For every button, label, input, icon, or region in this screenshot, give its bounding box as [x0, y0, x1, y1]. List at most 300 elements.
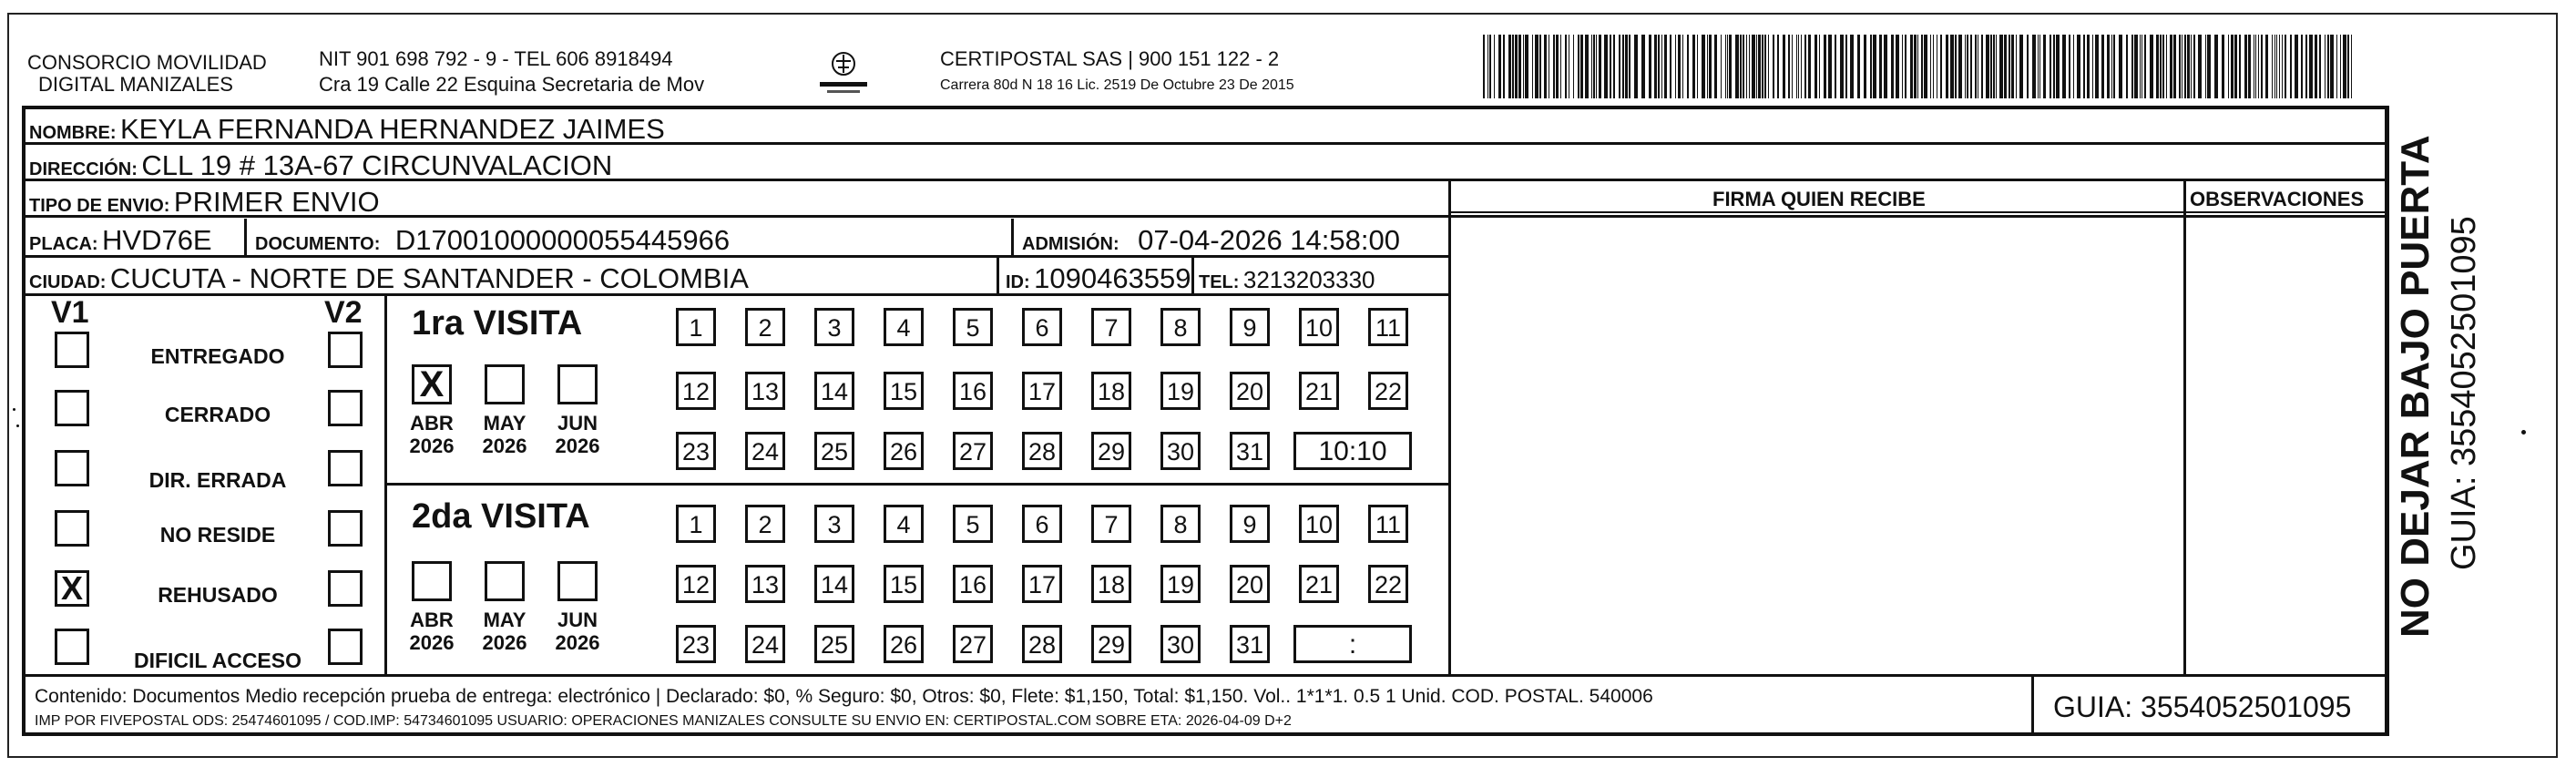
barcode-bar — [1664, 35, 1667, 98]
visit1-day-box[interactable]: 17 — [1022, 372, 1062, 410]
barcode-bar — [1483, 35, 1485, 98]
barcode-bar — [2282, 35, 2283, 98]
barcode-bar — [2111, 35, 2112, 98]
barcode-bar — [2285, 35, 2286, 98]
barcode-bar — [1512, 35, 1514, 98]
barcode-bar — [2166, 35, 2167, 98]
visit1-day-box[interactable]: 23 — [676, 432, 716, 470]
barcode-bar — [1773, 35, 1774, 98]
company-line1: CONSORCIO MOVILIDAD — [27, 51, 267, 74]
barcode-bar — [1498, 35, 1501, 98]
visit2-month-year: 2026 — [409, 631, 455, 655]
visit1-day-box[interactable]: 16 — [953, 372, 993, 410]
barcode-bar — [2309, 35, 2313, 98]
barcode-bar — [1727, 35, 1728, 98]
barcode-bar — [2004, 35, 2007, 98]
barcode-bar — [1975, 35, 1977, 98]
barcode-bar — [1707, 35, 1708, 98]
visit2-day-box[interactable]: 20 — [1230, 565, 1270, 603]
courier-logo-icon — [814, 46, 873, 98]
barcode-bar — [2113, 35, 2115, 98]
barcode-bar — [1641, 35, 1645, 98]
barcode-bar — [2305, 35, 2307, 98]
visit2-day-box[interactable]: 29 — [1091, 625, 1131, 663]
barcode-bar — [1556, 35, 1559, 98]
recipient-address: CLL 19 # 13A-67 CIRCUNVALACION — [141, 149, 613, 181]
barcode-bar — [1879, 35, 1882, 98]
plate-value: HVD76E — [102, 224, 212, 256]
v1-label: V1 — [51, 295, 89, 330]
barcode-bar — [2258, 35, 2259, 98]
barcode-bar — [2043, 35, 2046, 98]
barcode-bar — [1675, 35, 1676, 98]
barcode-bar — [1489, 35, 1491, 98]
col-divider — [2031, 676, 2034, 736]
barcode-bar — [2330, 35, 2334, 98]
barcode-bar — [2234, 35, 2237, 98]
barcode-bar — [1788, 35, 1790, 98]
plate-label: PLACA: — [29, 234, 98, 254]
barcode-bar — [2126, 35, 2128, 98]
barcode-bar — [2107, 35, 2110, 98]
status-v2-checkbox[interactable] — [328, 570, 363, 607]
barcode-bar — [1525, 35, 1528, 98]
barcode-bar — [1740, 35, 1742, 98]
visit2-month-checkbox[interactable] — [485, 561, 525, 601]
barcode-bar — [2207, 35, 2211, 98]
barcode-bar — [1946, 35, 1948, 98]
admission-value: 07-04-2026 14:58:00 — [1138, 224, 1400, 256]
barcode-bar — [1801, 35, 1802, 98]
visit1-month-year: 2026 — [409, 435, 455, 458]
barcode-bar — [1743, 35, 1744, 98]
plate-cell — [29, 226, 212, 254]
visit2-day-box[interactable]: 18 — [1091, 565, 1131, 603]
barcode-bar — [1687, 35, 1689, 98]
visit1-month-label — [402, 412, 462, 458]
barcode-bar — [2053, 35, 2055, 98]
barcode-bar — [2319, 35, 2321, 98]
barcode — [1483, 35, 2357, 98]
barcode-bar — [1924, 35, 1927, 98]
visit2-day-box[interactable]: 5 — [953, 505, 993, 543]
barcode-bar — [1585, 35, 1589, 98]
barcode-bar — [2248, 35, 2251, 98]
barcode-bar — [1993, 35, 1995, 98]
visit1-day-box[interactable]: 7 — [1091, 308, 1131, 346]
document-label: DOCUMENTO: — [255, 234, 381, 254]
barcode-bar — [2073, 35, 2074, 98]
barcode-bar — [2239, 35, 2241, 98]
barcode-bar — [1682, 35, 1683, 98]
visit2-month-name: ABR — [410, 608, 454, 631]
visit1-day-box[interactable]: 8 — [1160, 308, 1201, 346]
visit-divider — [384, 483, 1450, 486]
visit1-month-name: ABR — [410, 412, 454, 435]
city-label: CIUDAD: — [29, 272, 107, 292]
barcode-bar — [1958, 35, 1962, 98]
barcode-bar — [2134, 35, 2138, 98]
visit1-month-checkbox[interactable]: X — [412, 364, 452, 404]
visit2-day-box[interactable]: 9 — [1230, 505, 1270, 543]
barcode-bar — [1565, 35, 1567, 98]
tel-label: TEL: — [1199, 272, 1240, 292]
barcode-bar — [2315, 35, 2317, 98]
col-divider — [1191, 257, 1194, 295]
visit1-day-box[interactable]: 22 — [1368, 372, 1408, 410]
barcode-bar — [1792, 35, 1793, 98]
col-divider — [997, 257, 999, 295]
barcode-bar — [2144, 35, 2146, 98]
recipient-name: KEYLA FERNANDA HERNANDEZ JAIMES — [120, 113, 665, 145]
visit2-day-box[interactable]: 17 — [1022, 565, 1062, 603]
status-v2-checkbox[interactable] — [328, 450, 363, 486]
visit1-day-box[interactable]: 27 — [953, 432, 993, 470]
status-label: REHUSADO — [158, 583, 278, 607]
id-label: ID: — [1006, 272, 1030, 292]
barcode-bar — [1814, 35, 1817, 98]
barcode-bar — [1622, 35, 1624, 98]
barcode-bar — [1515, 35, 1518, 98]
visit1-day-box[interactable]: 2 — [745, 308, 785, 346]
barcode-bar — [2027, 35, 2029, 98]
visit1-day-box[interactable]: 13 — [745, 372, 785, 410]
barcode-bar — [2009, 35, 2010, 98]
side-guide: GUIA: 3554052501095 — [2445, 216, 2483, 570]
barcode-bar — [1539, 35, 1541, 98]
barcode-bar — [1654, 35, 1657, 98]
barcode-bar — [2343, 35, 2346, 98]
barcode-bar — [2244, 35, 2247, 98]
barcode-bar — [1933, 35, 1934, 98]
barcode-bar — [1508, 35, 1511, 98]
visit2-day-box[interactable]: 27 — [953, 625, 993, 663]
barcode-bar — [2039, 35, 2040, 98]
visit2-month-checkbox[interactable] — [557, 561, 598, 601]
barcode-bar — [1649, 35, 1651, 98]
barcode-bar — [2038, 35, 2039, 98]
visit2-day-box[interactable]: 23 — [676, 625, 716, 663]
visit2-day-box[interactable]: 14 — [814, 565, 854, 603]
barcode-bar — [1544, 35, 1547, 98]
barcode-bar — [1758, 35, 1761, 98]
id-value: 1090463559 — [1034, 262, 1191, 294]
status-v1-checkbox[interactable] — [55, 510, 89, 547]
col-divider — [2183, 180, 2186, 674]
barcode-bar — [2156, 35, 2159, 98]
visit2-day-box[interactable]: 30 — [1160, 625, 1201, 663]
visit1-day-box[interactable]: 12 — [676, 372, 716, 410]
type-label: TIPO DE ENVIO: — [29, 196, 170, 216]
status-v1-checkbox[interactable] — [55, 629, 89, 665]
barcode-bar — [1697, 35, 1698, 98]
barcode-bar — [1762, 35, 1763, 98]
barcode-bar — [2019, 35, 2023, 98]
barcode-bar — [2011, 35, 2014, 98]
visit2-day-box[interactable]: 19 — [1160, 565, 1201, 603]
barcode-bar — [1850, 35, 1854, 98]
barcode-bar — [1921, 35, 1923, 98]
visit1-month-checkbox[interactable] — [485, 364, 525, 404]
barcode-bar — [2340, 35, 2341, 98]
barcode-bar — [1798, 35, 1799, 98]
visit1-time-box[interactable]: 10:10 — [1293, 432, 1412, 470]
nit-line: NIT 901 698 792 - 9 - TEL 606 8918494 — [319, 47, 673, 70]
barcode-bar — [2231, 35, 2234, 98]
barcode-bar — [2347, 35, 2349, 98]
barcode-bar — [1532, 35, 1533, 98]
barcode-bar — [1735, 35, 1739, 98]
v2-label: V2 — [324, 295, 363, 330]
visit2-day-box[interactable]: 28 — [1022, 625, 1062, 663]
status-v2-checkbox[interactable] — [328, 629, 363, 665]
barcode-bar — [1824, 35, 1826, 98]
barcode-bar — [1752, 35, 1755, 98]
barcode-bar — [1768, 35, 1769, 98]
visit1-day-box[interactable]: 5 — [953, 308, 993, 346]
visit2-day-box[interactable]: 2 — [745, 505, 785, 543]
visit2-day-box[interactable]: 15 — [884, 565, 924, 603]
barcode-bar — [2016, 35, 2017, 98]
signature-header: FIRMA QUIEN RECIBE — [1712, 188, 1926, 210]
barcode-bar — [1619, 35, 1620, 98]
barcode-bar — [1593, 35, 1595, 98]
no-dejar-warning: NO DEJAR BAJO PUERTA — [2393, 135, 2438, 638]
barcode-bar — [2327, 35, 2329, 98]
barcode-bar — [2131, 35, 2133, 98]
name-label: NOMBRE: — [29, 123, 117, 143]
col-header-line — [1450, 211, 2387, 213]
barcode-bar — [2276, 35, 2277, 98]
barcode-bar — [1702, 35, 1705, 98]
visit1-day-box[interactable]: 20 — [1230, 372, 1270, 410]
barcode-bar — [1573, 35, 1574, 98]
barcode-bar — [1896, 35, 1899, 98]
visit2-day-box[interactable]: 16 — [953, 565, 993, 603]
barcode-bar — [1783, 35, 1785, 98]
visit1-day-box[interactable]: 31 — [1230, 432, 1270, 470]
visit2-day-box[interactable]: 25 — [814, 625, 854, 663]
footer-content: Contenido: Documentos Medio recepción prueba de entrega: electrónico | Declarado: $0, % Seguro: $0, Otros: $0, Flete: $1,150, Total: $1,150. Vol.. 1*1*1. 0.5 1 Unid. COD. POSTAL. 540006 — [35, 686, 1653, 707]
barcode-bar — [1599, 35, 1601, 98]
visit1-day-box[interactable]: 26 — [884, 432, 924, 470]
visit2-day-box[interactable]: 13 — [745, 565, 785, 603]
barcode-bar — [1965, 35, 1966, 98]
visit2-day-box[interactable]: 21 — [1299, 565, 1339, 603]
barcode-bar — [2179, 35, 2181, 98]
barcode-bar — [1930, 35, 1931, 98]
visit2-day-box[interactable]: 8 — [1160, 505, 1201, 543]
visit2-day-box[interactable]: 3 — [814, 505, 854, 543]
visit1-day-box[interactable]: 11 — [1368, 308, 1408, 346]
visit1-month-year: 2026 — [555, 435, 600, 458]
barcode-bar — [2056, 35, 2060, 98]
visit2-month-year: 2026 — [482, 631, 527, 655]
barcode-bar — [1902, 35, 1903, 98]
barcode-bar — [2069, 35, 2070, 98]
barcode-bar — [2083, 35, 2085, 98]
footer-imp: IMP POR FIVEPOSTAL ODS: 25474601095 / COD.IMP: 54734601095 USUARIO: OPERACIONES MANIZALES CONSULTE SU ENVIO EN: CERTIPOSTAL.COM SOBRE ETA: 2026-04-09 D+2 — [35, 713, 1292, 729]
barcode-bar — [1891, 35, 1894, 98]
visit1-day-box[interactable]: 1 — [676, 308, 716, 346]
visit1-day-box[interactable]: 15 — [884, 372, 924, 410]
barcode-bar — [2255, 35, 2256, 98]
visit2-day-box[interactable]: 4 — [884, 505, 924, 543]
status-v1-checkbox[interactable] — [55, 332, 89, 368]
barcode-bar — [2077, 35, 2080, 98]
visit1-day-box[interactable]: 10 — [1299, 308, 1339, 346]
barcode-bar — [1560, 35, 1561, 98]
barcode-bar — [1870, 35, 1872, 98]
barcode-bar — [2274, 35, 2275, 98]
barcode-bar — [2351, 35, 2352, 98]
visit1-day-box[interactable]: 6 — [1022, 308, 1062, 346]
visit2-day-box[interactable]: 12 — [676, 565, 716, 603]
barcode-bar — [1535, 35, 1538, 98]
barcode-bar — [2265, 35, 2268, 98]
barcode-bar — [1796, 35, 1797, 98]
barcode-bar — [1553, 35, 1555, 98]
barcode-bar — [1523, 35, 1524, 98]
barcode-bar — [1967, 35, 1968, 98]
barcode-bar — [2191, 35, 2192, 98]
visit2-day-box[interactable]: 22 — [1368, 565, 1408, 603]
barcode-bar — [1610, 35, 1611, 98]
barcode-bar — [1864, 35, 1866, 98]
barcode-bar — [1613, 35, 1615, 98]
barcode-bar — [1999, 35, 2003, 98]
barcode-bar — [1905, 35, 1906, 98]
margin-dot — [16, 424, 19, 427]
visit2-day-box[interactable]: 10 — [1299, 505, 1339, 543]
barcode-bar — [2184, 35, 2186, 98]
barcode-bar — [2261, 35, 2263, 98]
barcode-bar — [1990, 35, 1992, 98]
document-value: D17001000000055445966 — [394, 224, 731, 256]
visit2-day-box[interactable]: 24 — [745, 625, 785, 663]
visit2-day-box[interactable]: 11 — [1368, 505, 1408, 543]
barcode-bar — [2193, 35, 2195, 98]
status-v2-checkbox[interactable] — [328, 510, 363, 547]
barcode-bar — [1873, 35, 1876, 98]
barcode-bar — [2160, 35, 2162, 98]
visit1-day-box[interactable]: 29 — [1091, 432, 1131, 470]
city-cell — [29, 264, 749, 292]
city-value: CUCUTA - NORTE DE SANTANDER - COLOMBIA — [109, 262, 749, 294]
barcode-bar — [1714, 35, 1717, 98]
name-row — [29, 115, 665, 143]
visit1-month-checkbox[interactable] — [557, 364, 598, 404]
barcode-bar — [1819, 35, 1820, 98]
barcode-bar — [2228, 35, 2229, 98]
observations-header: OBSERVACIONES — [2190, 188, 2365, 210]
barcode-bar — [2119, 35, 2122, 98]
barcode-bar — [1746, 35, 1747, 98]
visit2-month-name: JUN — [557, 608, 598, 631]
visit2-month-checkbox[interactable] — [412, 561, 452, 601]
barcode-bar — [1658, 35, 1660, 98]
barcode-bar — [1835, 35, 1836, 98]
barcode-bar — [2101, 35, 2104, 98]
visit1-day-box[interactable]: 9 — [1230, 308, 1270, 346]
barcode-bar — [2325, 35, 2326, 98]
status-v1-checkbox[interactable] — [55, 450, 89, 486]
barcode-bar — [1955, 35, 1957, 98]
barcode-bar — [1950, 35, 1954, 98]
barcode-bar — [2170, 35, 2172, 98]
visit1-day-box[interactable]: 18 — [1091, 372, 1131, 410]
barcode-bar — [1692, 35, 1695, 98]
barcode-bar — [2092, 35, 2093, 98]
barcode-bar — [2336, 35, 2337, 98]
visit1-day-box[interactable]: 3 — [814, 308, 854, 346]
status-v1-checkbox[interactable] — [55, 390, 89, 426]
barcode-bar — [1996, 35, 1997, 98]
id-cell — [1006, 264, 1191, 292]
visit2-day-box[interactable]: 31 — [1230, 625, 1270, 663]
visit1-day-box[interactable]: 14 — [814, 372, 854, 410]
visit1-day-box[interactable]: 24 — [745, 432, 785, 470]
status-label: DIR. ERRADA — [148, 468, 287, 492]
barcode-bar — [1678, 35, 1681, 98]
visit1-day-box[interactable]: 25 — [814, 432, 854, 470]
barcode-bar — [2295, 35, 2298, 98]
status-label: CERRADO — [164, 403, 271, 426]
visit1-day-box[interactable]: 30 — [1160, 432, 1201, 470]
margin-dot — [2521, 430, 2526, 435]
barcode-bar — [1578, 35, 1579, 98]
visit2-day-box[interactable]: 1 — [676, 505, 716, 543]
visit2-day-box[interactable]: 26 — [884, 625, 924, 663]
visit1-day-box[interactable]: 19 — [1160, 372, 1201, 410]
row-divider — [1450, 215, 2387, 218]
status-label: ENTREGADO — [150, 344, 285, 368]
type-row — [29, 188, 380, 216]
visit1-day-box[interactable]: 28 — [1022, 432, 1062, 470]
barcode-bar — [2205, 35, 2206, 98]
barcode-bar — [2272, 35, 2273, 98]
barcode-bar — [2140, 35, 2141, 98]
visit2-month-label — [475, 608, 535, 655]
visit2-day-box[interactable]: 6 — [1022, 505, 1062, 543]
visit1-day-box[interactable]: 4 — [884, 308, 924, 346]
barcode-bar — [2214, 35, 2218, 98]
barcode-bar — [1840, 35, 1844, 98]
barcode-bar — [1725, 35, 1726, 98]
barcode-bar — [1580, 35, 1583, 98]
barcode-bar — [1709, 35, 1712, 98]
visit2-month-year: 2026 — [555, 631, 600, 655]
status-v2-checkbox[interactable] — [328, 332, 363, 368]
courier-logo — [814, 46, 873, 98]
visit2-day-box[interactable]: 7 — [1091, 505, 1131, 543]
visit1-day-box[interactable]: 21 — [1299, 372, 1339, 410]
barcode-bar — [1503, 35, 1505, 98]
barcode-bar — [1591, 35, 1592, 98]
barcode-bar — [1721, 35, 1722, 98]
admission-cell — [1022, 226, 1400, 254]
status-v2-checkbox[interactable] — [328, 390, 363, 426]
barcode-bar — [1857, 35, 1860, 98]
barcode-bar — [2162, 35, 2164, 98]
barcode-bar — [1981, 35, 1983, 98]
visit2-time-box[interactable]: : — [1293, 625, 1412, 663]
admission-label: ADMISIÓN: — [1022, 234, 1119, 254]
barcode-bar — [1917, 35, 1918, 98]
barcode-image — [1483, 35, 2357, 98]
status-v1-checkbox[interactable]: X — [55, 570, 89, 607]
col-divider — [244, 219, 247, 257]
